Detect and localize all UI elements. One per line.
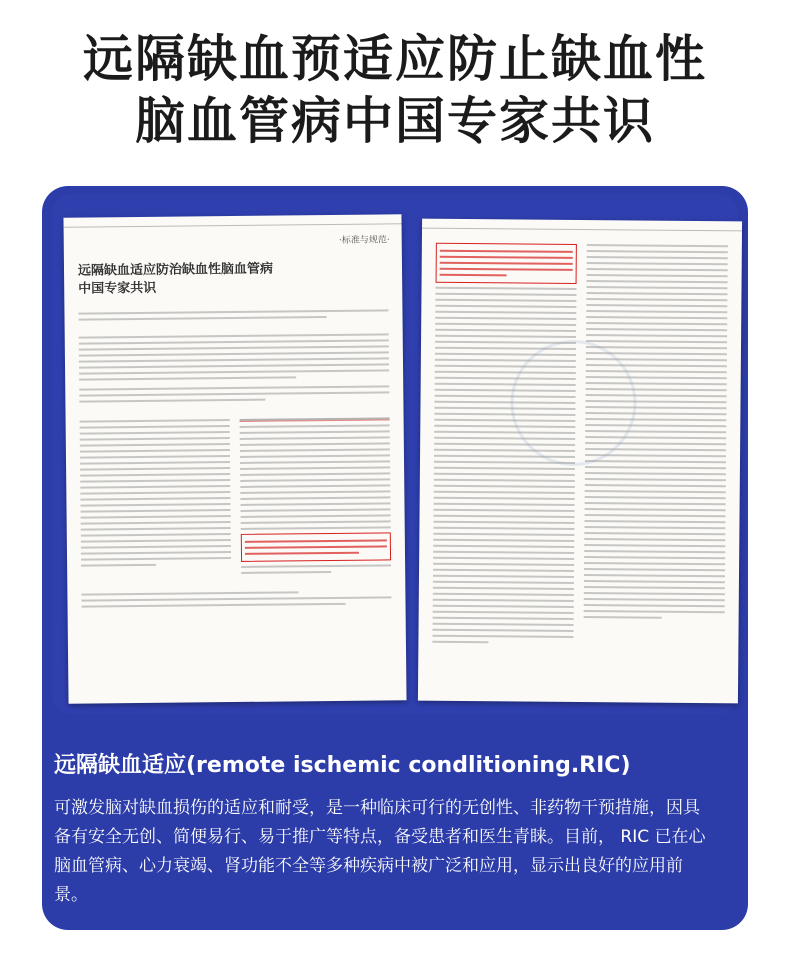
body-columns	[65, 403, 405, 580]
headline-line-2: 脑血管病中国专家共识	[135, 92, 655, 150]
paper-title	[64, 245, 403, 299]
body-column-1	[432, 239, 577, 648]
author-lines	[64, 295, 402, 321]
paper-title-line-1: 远隔缺血适应防治缺血性脑血管病	[77, 261, 274, 279]
headline-line-1: 远隔缺血预适应防止缺血性	[83, 30, 707, 88]
ric-description: 可激发脑对缺血损伤的适应和耐受，是一种临床可行的无创性、非药物干预措施，因具备有安全无创、简便易行、易于推广等特点，备受患者和医生青睐。目前， RIC 已在心脑血管病、心力衰竭、肾功能不全等多种疾病中被广泛和应用，显示出良好的应用前景。	[54, 798, 706, 905]
body-column-2	[240, 413, 392, 578]
footnote-block	[67, 576, 405, 608]
headline	[0, 28, 790, 152]
highlight-annotation	[436, 243, 577, 284]
body-column-1	[80, 415, 232, 580]
paper-page-left	[63, 214, 406, 704]
highlight-annotation	[241, 532, 391, 562]
paper-image-frame	[52, 194, 738, 714]
ric-heading: 远隔缺血适应(remote ischemic condlitioning.RIC)	[54, 753, 631, 778]
abstract-block	[65, 321, 404, 403]
paper-title-line-2: 中国专家共识	[78, 280, 157, 297]
paper-page-right	[418, 219, 742, 704]
column-tag: ·标准与规范·	[338, 235, 390, 246]
